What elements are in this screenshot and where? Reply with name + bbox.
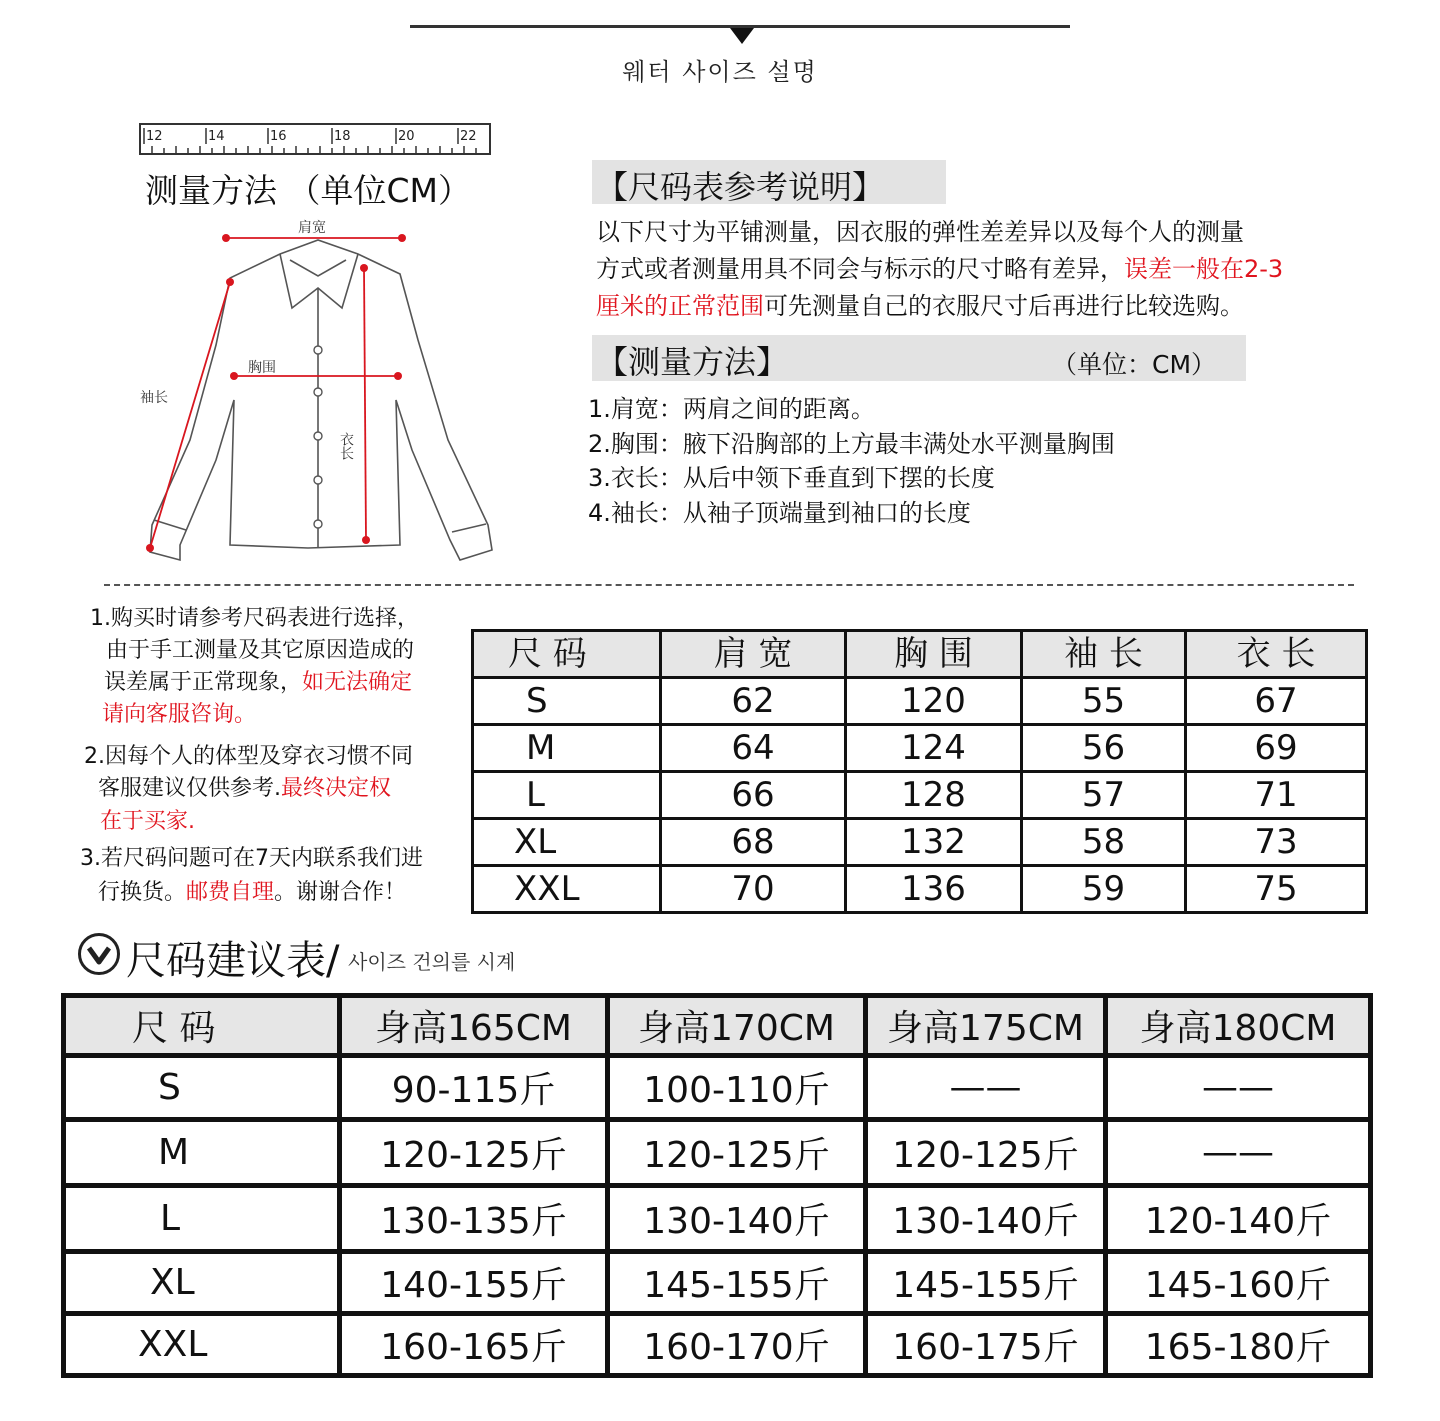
shirt-outline xyxy=(150,240,492,560)
table-cell: 132 xyxy=(846,819,1022,866)
table-cell: 59 xyxy=(1022,866,1186,913)
table-row xyxy=(473,725,1367,772)
error-range-red: 误差一般在2-3 xyxy=(1124,255,1284,283)
table-cell: 120-140斤 xyxy=(1106,1186,1371,1252)
purchase-note-1: 请向客服咨询。 xyxy=(102,702,257,727)
table-cell: 71 xyxy=(1186,772,1367,819)
purchase-note-1: 误差属于正常现象，如无法确定 xyxy=(104,670,413,695)
table-cell: 57 xyxy=(1022,772,1186,819)
header-height-165: 身高165CM xyxy=(340,996,608,1056)
page-title: 웨터 사이즈 설명 xyxy=(622,58,818,86)
ruler-tick: 20 xyxy=(398,129,415,144)
table-cell: XXL xyxy=(473,866,661,913)
table-cell: 128 xyxy=(846,772,1022,819)
table-cell: 160-165斤 xyxy=(340,1314,608,1376)
size-note-line: 厘米的正常范围可先测量自己的衣服尺寸后再进行比较选购。 xyxy=(596,292,1244,320)
table-row xyxy=(473,866,1367,913)
table-cell: 66 xyxy=(661,772,846,819)
label-shoulder: 肩宽 xyxy=(298,220,326,236)
purchase-note-1: 由于手工测量及其它原因造成的 xyxy=(106,638,415,663)
recommend-table xyxy=(61,993,1373,1378)
table-cell: XL xyxy=(473,819,661,866)
table-cell: 130-140斤 xyxy=(608,1186,866,1252)
table-cell: 130-140斤 xyxy=(866,1186,1106,1252)
table-cell: 145-155斤 xyxy=(866,1252,1106,1314)
purchase-note-2: 在于买家. xyxy=(100,809,195,834)
size-note-text xyxy=(596,214,1356,325)
table-cell: 124 xyxy=(846,725,1022,772)
table-cell: 140-155斤 xyxy=(340,1252,608,1314)
table-cell: L xyxy=(473,772,661,819)
table-cell: S xyxy=(473,678,661,725)
header-size: 尺 码 xyxy=(64,996,340,1056)
table-row xyxy=(64,1314,1371,1376)
table-cell: 130-135斤 xyxy=(340,1186,608,1252)
measurement-method-title: 测量方法 （单位CM） xyxy=(145,171,472,210)
table-cell: 68 xyxy=(661,819,846,866)
table-cell: 120-125斤 xyxy=(608,1120,866,1186)
table-cell: 145-160斤 xyxy=(1106,1252,1371,1314)
ruler-tick: 16 xyxy=(270,129,287,144)
down-arrow-icon xyxy=(730,28,754,44)
ruler-tick: 18 xyxy=(334,129,351,144)
table-row xyxy=(64,1252,1371,1314)
purchase-note-1: 1.购买时请参考尺码表进行选择， xyxy=(90,606,419,631)
table-cell: 70 xyxy=(661,866,846,913)
table-cell: 100-110斤 xyxy=(608,1056,866,1120)
size-note-heading-bar xyxy=(592,160,946,204)
method-item: 3.衣长：从后中领下垂直到下摆的长度 xyxy=(588,464,995,492)
size-table xyxy=(471,629,1368,914)
table-cell: M xyxy=(473,725,661,772)
table-cell: 56 xyxy=(1022,725,1186,772)
dashed-divider xyxy=(104,584,1354,586)
ruler-tick: 22 xyxy=(460,129,477,144)
method-unit: （单位：CM） xyxy=(1052,350,1217,379)
purchase-note-3: 行换货。邮费自理。谢谢合作！ xyxy=(98,880,407,905)
size-note-line: 方式或者测量用具不同会与标示的尺寸略有差异，误差一般在2-3 xyxy=(596,255,1284,283)
header-size: 尺 码 xyxy=(473,631,661,678)
size-note-heading: 【尺码表参考说明】 xyxy=(596,168,885,206)
table-cell: —— xyxy=(866,1056,1106,1120)
table-cell: 55 xyxy=(1022,678,1186,725)
method-item: 4.袖长：从袖子顶端量到袖口的长度 xyxy=(588,498,971,527)
table-cell: 73 xyxy=(1186,819,1367,866)
size-note-line: 以下尺寸为平铺测量，因衣服的弹性差差异以及每个人的测量 xyxy=(596,218,1244,246)
label-chest: 胸围 xyxy=(248,360,276,376)
table-cell: 160-175斤 xyxy=(866,1314,1106,1376)
table-cell: 120-125斤 xyxy=(340,1120,608,1186)
table-cell: 120-125斤 xyxy=(866,1120,1106,1186)
table-row xyxy=(473,678,1367,725)
table-cell: 136 xyxy=(846,866,1022,913)
table-cell: 145-155斤 xyxy=(608,1252,866,1314)
measurement-points xyxy=(146,234,406,552)
measurement-lines xyxy=(150,238,402,548)
purchase-note-3: 3.若尺码问题可在7天内联系我们进 xyxy=(80,846,423,871)
header-height-170: 身高170CM xyxy=(608,996,866,1056)
label-length: 衣长 xyxy=(338,432,354,460)
method-item: 2.胸围：腋下沿胸部的上方最丰满处水平测量胸围 xyxy=(588,429,1115,458)
table-cell: XL xyxy=(64,1252,340,1314)
ruler-tick: 12 xyxy=(146,129,163,144)
header-height-180: 身高180CM xyxy=(1106,996,1371,1056)
chevron-down-icon xyxy=(78,933,120,975)
table-cell: S xyxy=(64,1056,340,1120)
table-row xyxy=(64,1120,1371,1186)
label-sleeve: 袖长 xyxy=(140,390,168,406)
table-header-row xyxy=(473,631,1367,678)
recommend-subtitle: 사이즈 건의를 시계 xyxy=(348,950,516,974)
table-cell: 69 xyxy=(1186,725,1367,772)
method-heading-bar xyxy=(592,335,1246,381)
header-height-175: 身高175CM xyxy=(866,996,1106,1056)
table-cell: —— xyxy=(1106,1056,1371,1120)
recommend-title: 尺码建议表/ xyxy=(126,938,340,984)
table-header-row xyxy=(64,996,1371,1056)
table-cell: L xyxy=(64,1186,340,1252)
table-cell: 67 xyxy=(1186,678,1367,725)
table-cell: 165-180斤 xyxy=(1106,1314,1371,1376)
table-row xyxy=(64,1056,1371,1120)
method-item: 1.肩宽：两肩之间的距离。 xyxy=(588,395,875,423)
error-range-red: 厘米的正常范围 xyxy=(596,292,764,320)
method-list xyxy=(588,392,1115,530)
table-cell: 90-115斤 xyxy=(340,1056,608,1120)
table-cell: XXL xyxy=(64,1314,340,1376)
header-shoulder: 肩 宽 xyxy=(661,631,846,678)
header-sleeve: 袖 长 xyxy=(1022,631,1186,678)
header-chest: 胸 围 xyxy=(846,631,1022,678)
method-heading: 【测量方法】 xyxy=(596,343,789,381)
table-cell: 160-170斤 xyxy=(608,1314,866,1376)
ruler-tick: 14 xyxy=(208,129,225,144)
table-cell: M xyxy=(64,1120,340,1186)
table-row xyxy=(64,1186,1371,1252)
table-cell: 64 xyxy=(661,725,846,772)
table-cell: 75 xyxy=(1186,866,1367,913)
table-cell: 58 xyxy=(1022,819,1186,866)
table-cell: —— xyxy=(1106,1120,1371,1186)
header-length: 衣 长 xyxy=(1186,631,1367,678)
table-row xyxy=(473,772,1367,819)
purchase-note-2: 客服建议仅供参考.最终决定权 xyxy=(98,776,392,801)
table-cell: 120 xyxy=(846,678,1022,725)
purchase-note-2: 2.因每个人的体型及穿衣习惯不同 xyxy=(84,744,413,769)
table-cell: 62 xyxy=(661,678,846,725)
table-row xyxy=(473,819,1367,866)
ruler-icon xyxy=(140,124,490,154)
